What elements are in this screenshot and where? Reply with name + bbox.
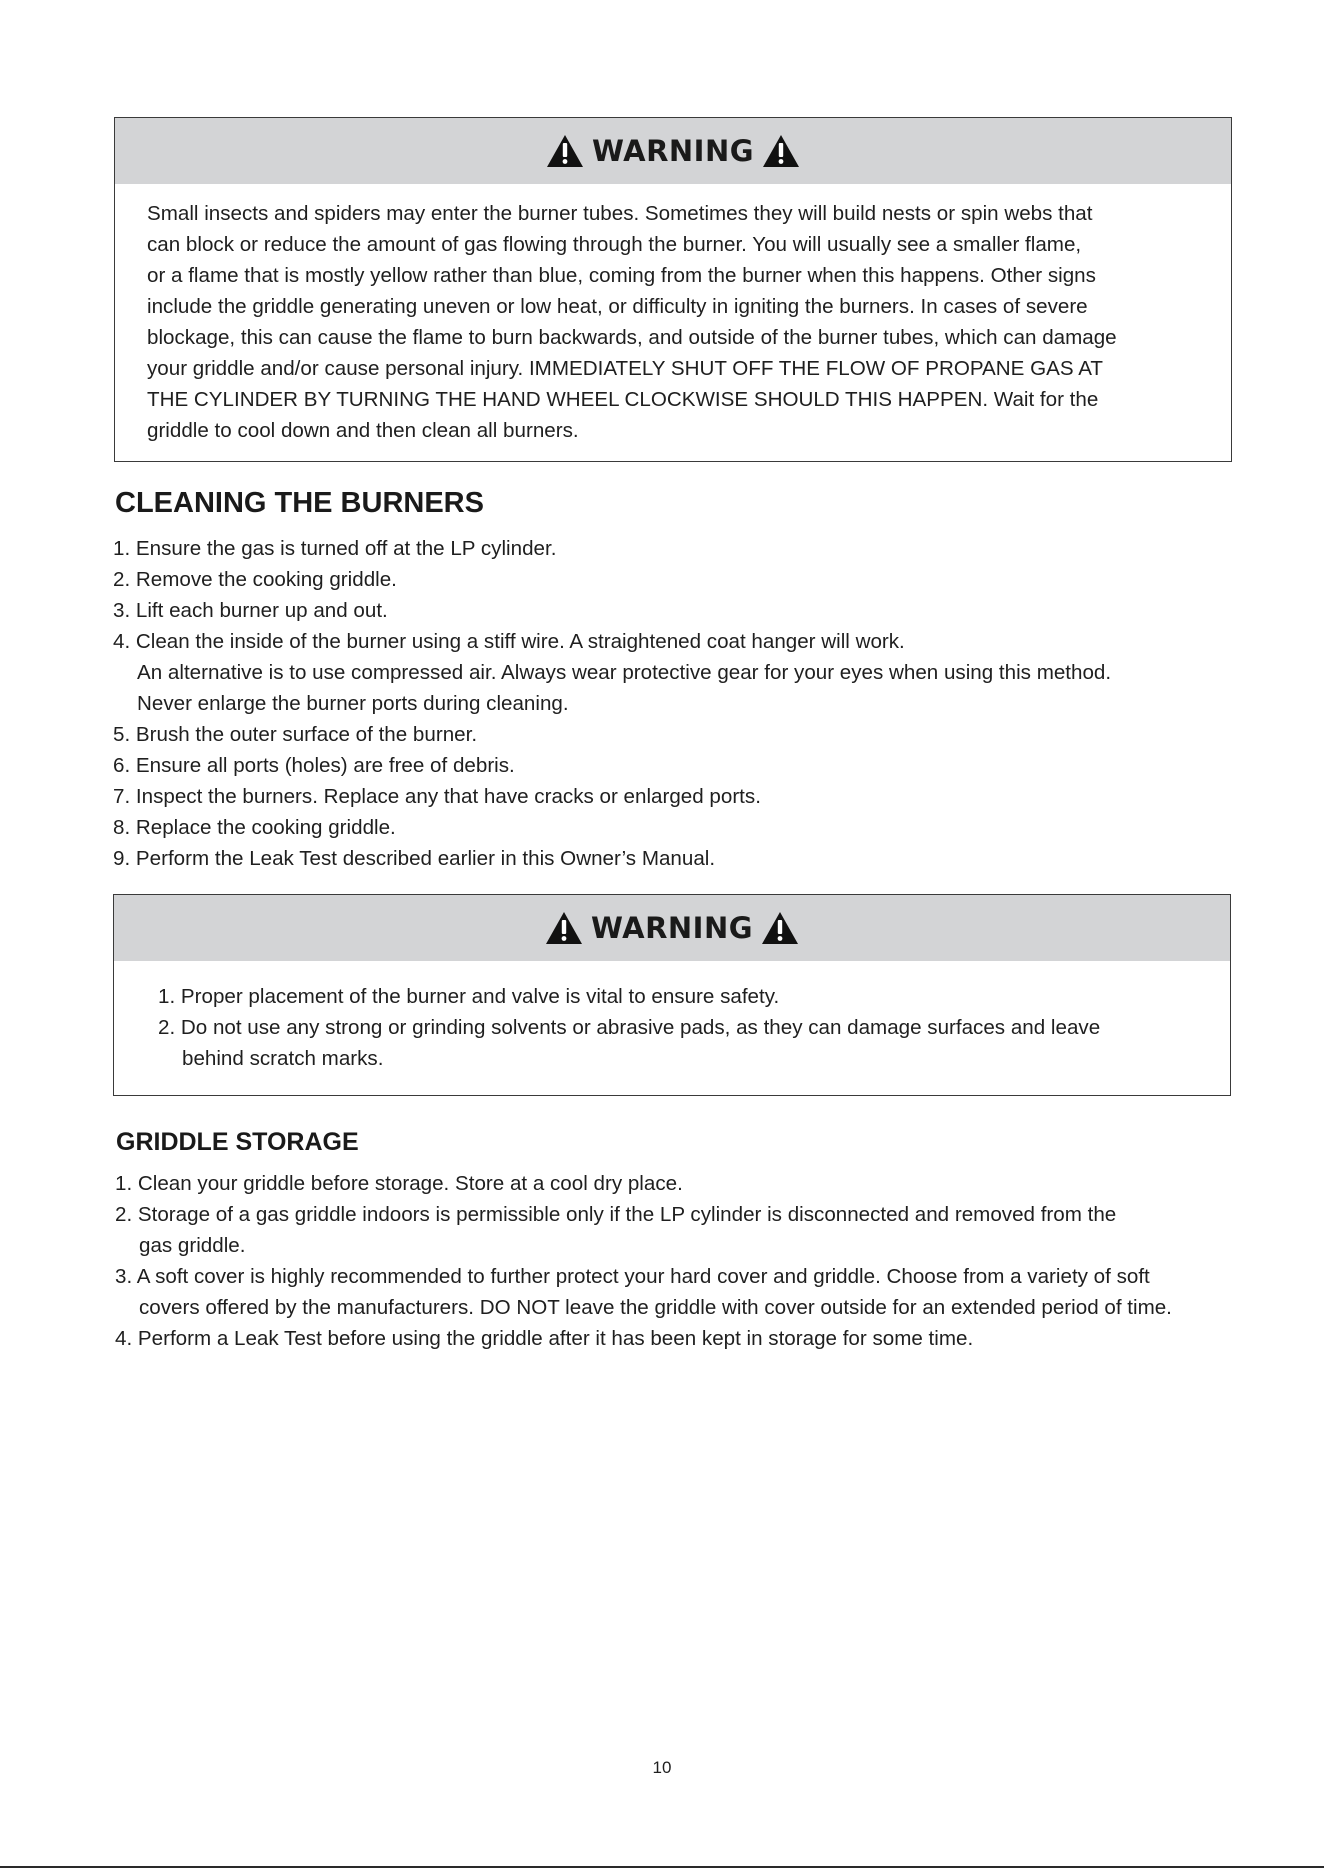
list-item: 2. Storage of a gas griddle indoors is permissible only if the LP cylinder is disconnected and removed from the [115,1203,1117,1226]
list-item: 1. Ensure the gas is turned off at the LP cylinder. [113,537,557,560]
list-item: 7. Inspect the burners. Replace any that have cracks or enlarged ports. [113,785,761,808]
warning-triangle-icon [546,134,584,168]
list-item: 5. Brush the outer surface of the burner. [113,723,478,746]
warning-text-line: or a flame that is mostly yellow rather than blue, coming from the burner when this happens. Other signs [147,264,1096,287]
bottom-rule [0,1866,1324,1868]
warning-text-line: griddle to cool down and then clean all burners. [147,419,579,442]
cleaning-steps-list [113,533,1111,874]
list-item: 1. Proper placement of the burner and valve is vital to ensure safety. [158,985,780,1008]
list-item: 4. Perform a Leak Test before using the griddle after it has been kept in storage for some time. [115,1327,974,1350]
list-item: 3. Lift each burner up and out. [113,599,388,622]
warning-text-line: your griddle and/or cause personal injury. IMMEDIATELY SHUT OFF THE FLOW OF PROPANE GAS AT [147,357,1103,380]
warning-body [114,961,1230,1074]
warning-body [115,184,1231,446]
list-item: 4. Clean the inside of the burner using a stiff wire. A straightened coat hanger will work. [113,630,905,653]
warning-text-line: blockage, this can cause the flame to burn backwards, and outside of the burner tubes, which can damage [147,326,1117,349]
warning-title: WARNING [591,134,755,168]
warning-list [146,981,1200,1074]
page-number: 10 [652,1758,672,1777]
warning-box-insects [114,117,1232,462]
warning-text-line: THE CYLINDER BY TURNING THE HAND WHEEL CLOCKWISE SHOULD THIS HAPPEN. Wait for the [147,388,1099,411]
list-item-continuation: An alternative is to use compressed air. Always wear protective gear for your eyes when using this method. [137,661,1112,684]
warning-text-line: can block or reduce the amount of gas flowing through the burner. You will usually see a smaller flame, [147,233,1082,256]
list-item-continuation: Never enlarge the burner ports during cleaning. [137,692,569,715]
storage-steps-list [115,1168,1172,1354]
list-item-continuation: covers offered by the manufacturers. DO NOT leave the griddle with cover outside for an extended period of time. [139,1296,1172,1319]
list-item: 3. A soft cover is highly recommended to further protect your hard cover and griddle. Choose from a variety of soft [115,1265,1150,1288]
warning-text-line: Small insects and spiders may enter the burner tubes. Sometimes they will build nests or spin webs that [147,202,1093,225]
warning-header [114,895,1230,961]
warning-triangle-icon [761,911,799,945]
list-item: 8. Replace the cooking griddle. [113,816,396,839]
warning-text-line: include the griddle generating uneven or low heat, or difficulty in igniting the burners. In cases of severe [147,295,1088,318]
list-item: 1. Clean your griddle before storage. Store at a cool dry place. [115,1172,683,1195]
warning-header [115,118,1231,184]
list-item: 2. Remove the cooking griddle. [113,568,397,591]
list-item: 2. Do not use any strong or grinding solvents or abrasive pads, as they can damage surfaces and leave [158,1016,1101,1039]
list-item-continuation: behind scratch marks. [182,1047,384,1070]
warning-triangle-icon [762,134,800,168]
list-item: 9. Perform the Leak Test described earlier in this Owner’s Manual. [113,847,716,870]
section-heading-cleaning: CLEANING THE BURNERS [115,487,484,519]
list-item: 6. Ensure all ports (holes) are free of debris. [113,754,515,777]
warning-title: WARNING [590,911,754,945]
list-item-continuation: gas griddle. [139,1234,246,1257]
warning-box-placement [113,894,1231,1096]
warning-triangle-icon [545,911,583,945]
section-heading-storage: GRIDDLE STORAGE [116,1128,359,1156]
